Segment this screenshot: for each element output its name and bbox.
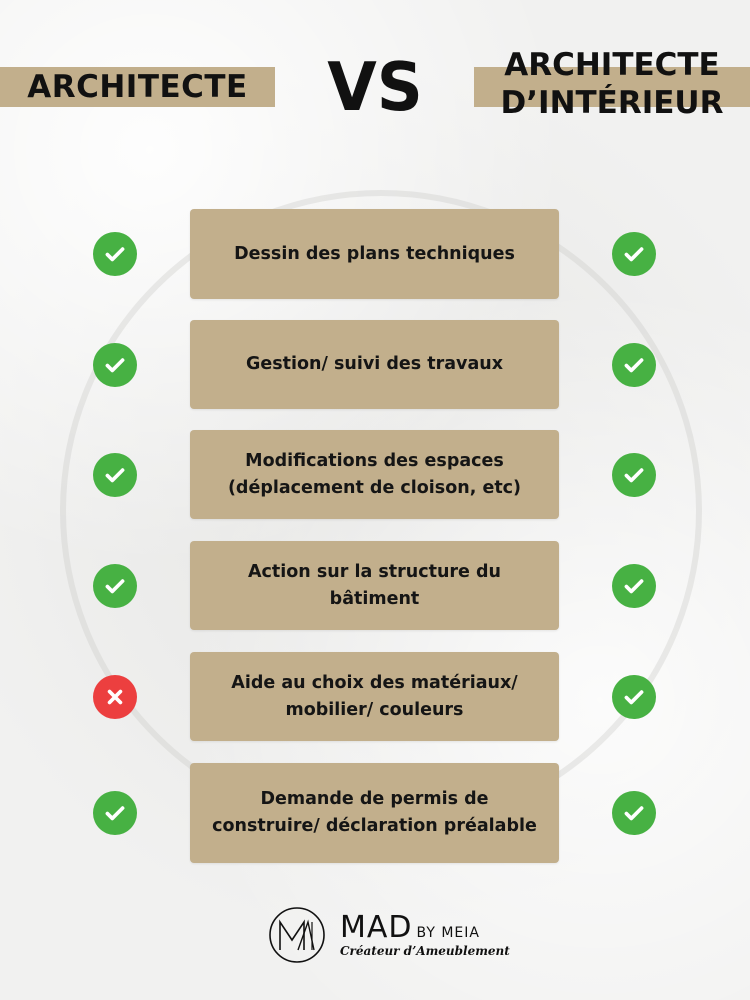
left-column-label [0, 67, 275, 107]
card-text-line1: Modifications des espaces [245, 450, 504, 471]
check-icon [93, 791, 137, 835]
card-text-line2: construire/ déclaration préalable [212, 816, 537, 836]
check-icon [612, 453, 656, 497]
check-icon [612, 343, 656, 387]
brand-name-main: MAD [340, 910, 413, 945]
left-column-label-text: ARCHITECTE [27, 69, 248, 105]
check-icon [93, 453, 137, 497]
comparison-card-2 [190, 320, 559, 409]
card-text-line2: mobilier/ couleurs [285, 699, 464, 720]
comparison-card-6 [190, 763, 559, 863]
card-text-line1: Aide au choix des matériaux/ [231, 672, 518, 693]
check-icon [612, 675, 656, 719]
check-icon [612, 791, 656, 835]
comparison-card-1 [190, 209, 559, 299]
check-icon [93, 564, 137, 608]
check-icon [93, 232, 137, 276]
brand-monogram-icon [268, 906, 326, 964]
card-text-line1: Action sur la structure du [248, 561, 501, 582]
vs-label: VS [327, 49, 423, 127]
right-column-label-line2: D’INTÉRIEUR [500, 85, 724, 121]
brand-tagline: Créateur d’Ameublement [340, 944, 510, 958]
right-column-label-line1: ARCHITECTE [504, 47, 720, 83]
card-text-line2: (déplacement de cloison, etc) [227, 477, 522, 498]
check-icon [612, 564, 656, 608]
check-icon [612, 232, 656, 276]
card-text-line1: Gestion/ suivi des travaux [245, 354, 504, 374]
comparison-card-5 [190, 652, 559, 741]
cross-icon [93, 675, 137, 719]
card-text-line2: bâtiment [329, 588, 420, 609]
card-text-line1: Dessin des plans techniques [234, 243, 515, 264]
brand-name [340, 910, 480, 945]
brand-name-by: BY MEIA [416, 925, 480, 941]
comparison-card-3 [190, 430, 559, 519]
check-icon [93, 343, 137, 387]
right-column-label [474, 46, 750, 122]
brand-logo [268, 906, 510, 966]
comparison-card-4 [190, 541, 559, 630]
card-text-line1: Demande de permis de [260, 789, 489, 809]
